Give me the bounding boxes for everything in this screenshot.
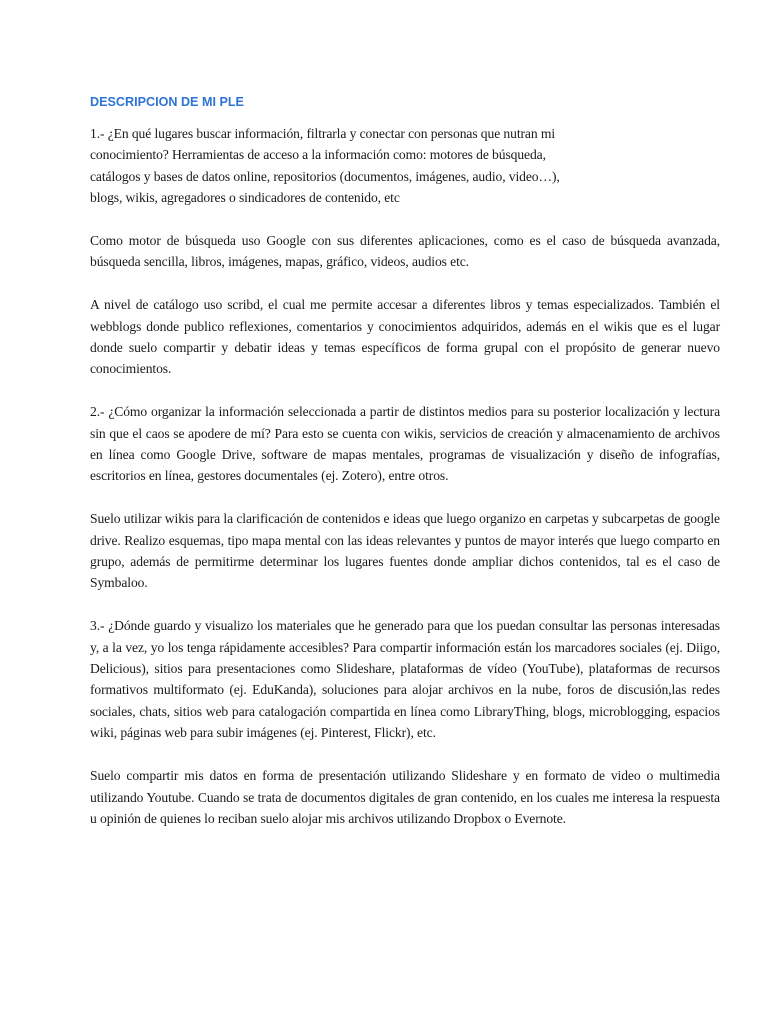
paragraph-line: catálogos y bases de datos online, repositorios (documentos, imágenes, audio, video…), [90, 168, 560, 184]
paragraph-question-2: 2.- ¿Cómo organizar la información seleccionada a partir de distintos medios para su posterior localización y lectura sin que el caos se apodere de mí? Para esto se cuenta con wikis, servicios de creación y almacenamiento de archivos en línea como Google Drive, software de mapas mentales, programas de visualización y diseño de infografías, escritorios en línea, gestores documentales (ej. Zotero), entre otros. [90, 404, 720, 484]
paragraph-search-engines: Como motor de búsqueda uso Google con sus diferentes aplicaciones, como es el caso de búsqueda avanzada, búsqueda sencilla, libros, imágenes, mapas, gráfico, videos, audios etc. [90, 233, 720, 270]
paragraph-question-1 [90, 123, 720, 209]
paragraph-sharing: Suelo compartir mis datos en forma de presentación utilizando Slideshare y en formato de video o multimedia utilizando Youtube. Cuando se trata de documentos digitales de gran contenido, en los cuales me interesa la respuesta u opinión de quienes lo reciban suelo alojar mis archivos utilizando Dropbox o Evernote. [90, 768, 720, 826]
paragraph-question-3: 3.- ¿Dónde guardo y visualizo los materiales que he generado para que los puedan consultar las personas interesadas y, a la vez, yo los tenga rápidamente accesibles? Para compartir información están los marcadores sociales (ej. Diigo, Delicious), sitios para presentaciones como Slideshare, plataformas de vídeo (YouTube), plataformas de recursos formativos multiformato (ej. EduKanda), soluciones para alojar archivos en la nube, foros de discusión,las redes sociales, chats, sitios web para catalogación compartida en línea como LibraryThing, blogs, microblogging, espacios wiki, páginas web para subir imágenes (ej. Pinterest, Flickr), etc. [90, 618, 720, 741]
document-title: DESCRIPCION DE MI PLE [90, 95, 244, 109]
paragraph-organization: Suelo utilizar wikis para la clarificación de contenidos e ideas que luego organizo en carpetas y subcarpetas de google drive. Realizo esquemas, tipo mapa mental con las ideas relevantes y puntos de mayor interés que luego comparto en grupo, además de permitirme determinar los lugares fuentes donde ampliar dichos contenidos, tal es el caso de Symbaloo. [90, 511, 720, 591]
paragraph-catalogs: A nivel de catálogo uso scribd, el cual me permite accesar a diferentes libros y temas especializados. También el webblogs donde publico reflexiones, comentarios y conocimientos adquiridos, además en el wikis que es el lugar donde suelo compartir y debatir ideas y temas específicos de forma grupal con el propósito de generar nuevo conocimientos. [90, 297, 720, 377]
paragraph-line: conocimiento? Herramientas de acceso a la información como: motores de búsqueda, [90, 147, 546, 163]
paragraph-line: blogs, wikis, agregadores o sindicadores de contenido, etc [90, 190, 400, 206]
paragraph-line: 1.- ¿En qué lugares buscar información, filtrarla y conectar con personas que nutran mi [90, 126, 556, 141]
document-body [90, 93, 720, 851]
